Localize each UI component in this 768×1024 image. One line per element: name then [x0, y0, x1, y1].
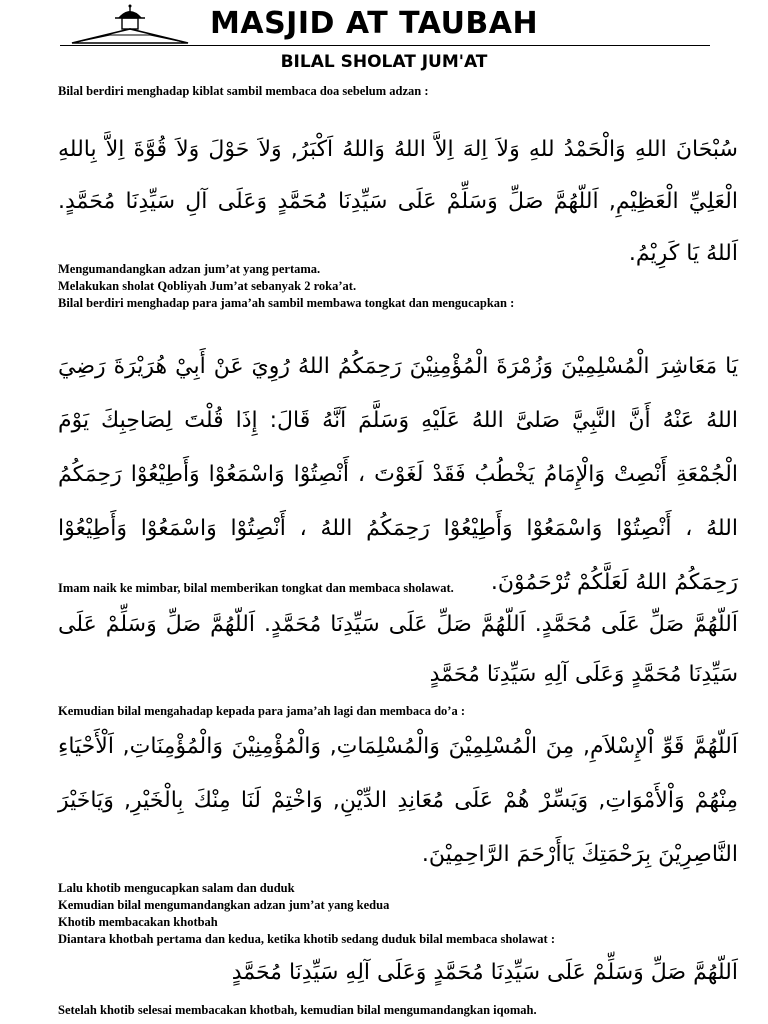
instruction-text: Diantara khotbah pertama dan kedua, ketika khotib sedang duduk bilal membaca sholawat : [58, 932, 555, 946]
arabic-sholawat-text: اَللّهُمَّ صَلِّ عَلَى مُحَمَّدٍ. اَللّهُمَّ صَلِّ عَلَى سَيِّدِنَا مُحَمَّدٍ. اَللّهُمَّ صَلِّ وَسَلِّمْ عَلَى سَيِّدِنَا مُحَمَّدٍ وَعَلَى آلِهِ سَيِّدِنَا مُحَمَّدٍ [58, 612, 738, 687]
arabic-prayer-text: يَا مَعَاشِرَ الْمُسْلِمِيْنَ وَزُمْرَةَ الْمُؤْمِنِيْنَ رَحِمَكُمُ اللهُ رُوِيَ عَنْ أَبِيْ هُرَيْرَةَ رَضِيَ اللهُ عَنْهُ أَنَّ النَّبِيَّ صَلىَّ اللهُ عَلَيْهِ وَسَلَّمَ اَنَّهُ قَالَ: إِذَا قُلْتَ لِصَاحِبِكَ يَوْمَ الْجُمْعَةِ أَنْصِتْ وَالْإِمَامُ يَخْطُبُ فَقَدْ لَغَوْتَ ، أَنْصِتُوْا وَاسْمَعُوْا وَأَطِيْعُوْا رَحِمَكُمُ اللهُ ، أَنْصِتُوْا وَاسْمَعُوْا وَأَطِيْعُوْا رَحِمَكُمُ اللهُ ، أَنْصِتُوْا وَاسْمَعُوْا وَأَطِيْعُوْا رَحِمَكُمُ اللهُ لَعَلَّكُمْ تُرْحَمُوْنَ. [58, 354, 738, 595]
page-subtitle: BILAL SHOLAT JUM'AT [280, 52, 488, 72]
page-header [0, 0, 768, 80]
instruction-text: Imam naik ke mimbar, bilal memberikan tongkat dan membaca sholawat. [58, 581, 454, 595]
page-title: MASJID AT TAUBAH [210, 6, 539, 41]
instruction-text: Bilal berdiri menghadap para jama’ah sambil membawa tongkat dan mengucapkan : [58, 296, 515, 310]
arabic-prayer-text: سُبْحَانَ اللهِ وَالْحَمْدُ للهِ وَلاَ اِلهَ اِلاَّ اللهُ وَاللهُ اَكْبَرُ, وَلاَ حَوْلَ وَلاَ قُوَّةَ اِلاَّ بِاللهِ الْعَلِيِّ الْعَظِيْمِ, اَللّهُمَّ صَلِّ وَسَلِّمْ عَلَى سَيِّدِنَا مُحَمَّدٍ وَعَلَى آلِ سَيِّدِنَا مُحَمَّدٍ. اَللهُ يَا كَرِيْمُ. [58, 137, 738, 266]
mosque-logo-icon [70, 4, 190, 46]
instruction-text: Kemudian bilal mengahadap kepada para jama’ah lagi dan membaca do’a : [58, 704, 465, 718]
instruction-text: Setelah khotib selesai membacakan khotbah, kemudian bilal mengumandangkan iqomah. [58, 1003, 537, 1017]
arabic-doa-text: اَللّهُمَّ قَوِّ اْلإِسْلاَمِ, مِنَ الْمُسْلِمِيْنَ وَالْمُسْلِمَاتِ, وَالْمُؤْمِنِيْنَ وَالْمُؤْمِنَاتِ, اَلْأَحْيَاءِ مِنْهُمْ وَاْلأَمْوَاتِ, وَيَسِّرْ هُمْ عَلَى مُعَانِدِ الدِّيْنِ, وَاخْتِمْ لَنَا مِنْكَ بِالْخَيْرِ, وَيَاخَيْرَ النَّاصِرِيْنَ بِرَحْمَتِكَ يَاأَرْحَمَ الرَّاحِمِيْنَ. [58, 734, 738, 867]
instruction-text: Bilal berdiri menghadap kiblat sambil membaca doa sebelum adzan : [58, 84, 429, 98]
header-divider [60, 45, 710, 46]
instruction-text: Mengumandangkan adzan jum’at yang pertama. [58, 262, 321, 276]
arabic-sholawat-text: اَللّهُمَّ صَلِّ وَسَلِّمْ عَلَى سَيِّدِنَا مُحَمَّدٍ وَعَلَى آلِهِ سَيِّدِنَا مُحَمَّدٍ [231, 960, 738, 985]
instruction-text: Kemudian bilal mengumandangkan adzan jum’at yang kedua [58, 898, 390, 912]
instruction-text: Lalu khotib mengucapkan salam dan duduk [58, 881, 295, 895]
instruction-text: Melakukan sholat Qobliyah Jum’at sebanyak 2 roka’at. [58, 279, 357, 293]
instruction-text: Khotib membacakan khotbah [58, 915, 218, 929]
